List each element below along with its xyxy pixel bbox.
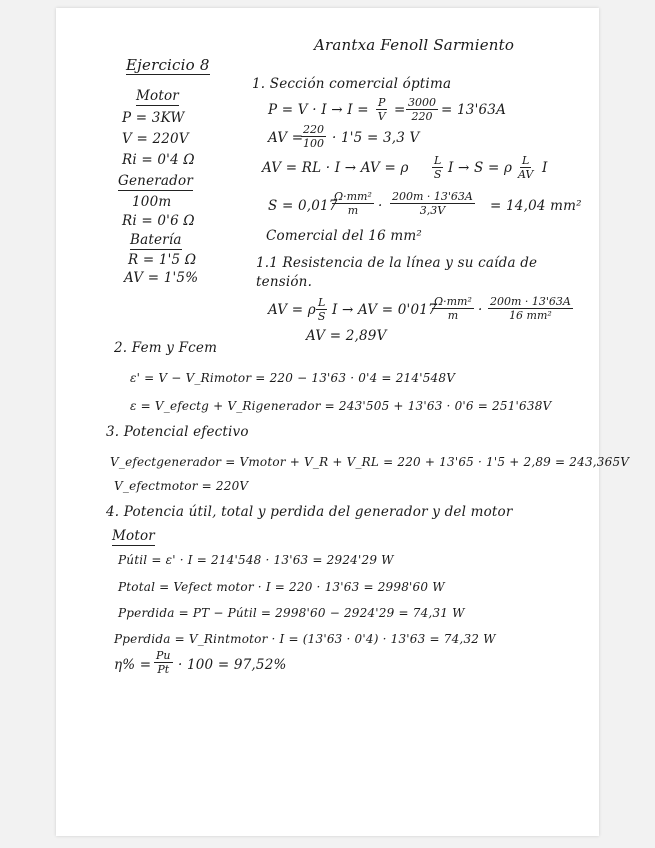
fraction-numerator: 200m · 13'63A [490,295,571,308]
fraction-numerator: Pu [156,649,171,662]
s4-efficiency-left: η% = [114,657,152,673]
s1-line2-right: · 1'5 = 3,3 V [332,130,420,146]
s1-line1-result: = 13'63A [441,102,507,118]
s1-line4-left: S = 0,017 [268,198,338,214]
generator-length: 100m [132,194,172,210]
s11-fraction-ohm-mm2-over-m [432,296,474,321]
s1-line3-mid: I → S = ρ [448,160,513,176]
fraction-numerator: Ω·mm² [334,190,372,203]
s4-total-power: Ptotal = Vefect motor · I = 220 · 13'63 = 2998'60 W [118,580,445,594]
fraction-numerator: L [522,154,530,167]
fraction-numerator: L [318,296,326,309]
s3-generator-voltage: V_efectgenerador = Vmotor + V_R + V_RL = 220 + 13'65 · 1'5 + 2,89 = 243,365V [110,455,630,469]
fraction-denominator: V [377,110,386,123]
s11-fraction-l-over-s [316,297,327,322]
s1-line2-left: AV = [268,130,304,146]
s4-useful-power: Pútil = ε' · I = 214'548 · 13'63 = 2924'29 W [118,553,394,567]
fraction-denominator: 100 [303,137,324,150]
s11-result: AV = 2,89V [306,328,387,344]
section-3-title: 3. Potencial efectivo [106,424,249,440]
s1-line3-end: I [542,160,548,176]
s1-fraction-l-over-s [432,155,443,180]
s2-counter-emf: ε' = V − V_Rimotor = 220 − 13'63 · 0'4 = 214'548V [130,371,456,385]
s1-line4-dot: · [378,198,383,214]
s4-motor-heading: Motor [112,528,155,544]
s4-lost-power-check: Pperdida = V_Rintmotor · I = (13'63 · 0'4) · 13'63 = 74,32 W [114,632,496,646]
motor-resistance: Ri = 0'4 Ω [122,152,195,168]
motor-voltage: V = 220V [122,131,189,147]
section-4-title: 4. Potencia útil, total y perdida del generador y del motor [106,504,513,520]
s4-fraction-pu-over-pt [154,650,173,675]
exercise-title: Ejercicio 8 [126,56,210,74]
s1-fraction-ohm-mm2-over-m [332,191,374,216]
fraction-numerator: L [434,154,442,167]
fraction-numerator: Ω·mm² [434,295,472,308]
fraction-denominator: AV [518,168,534,181]
section-1-title: 1. Sección comercial óptima [252,76,452,92]
s4-efficiency-right: · 100 = 97,52% [178,657,287,673]
section-1-1-title: 1.1 Resistencia de la línea y su caída de [256,255,538,271]
section-1-1-title-cont: tensión. [256,274,313,290]
notebook-page [56,8,630,836]
s1-line4-result: = 14,04 mm² [490,198,582,214]
s1-line3: AV = RL · I → AV = ρ [262,160,409,176]
s1-line1-equals: = [394,102,406,118]
fraction-denominator: S [433,168,442,181]
fraction-denominator: m [447,309,459,322]
s2-emf: ε = V_efectg + V_Rigenerador = 243'505 + 13'63 · 0'6 = 251'638V [130,399,552,413]
fraction-denominator: 220 [411,110,433,123]
s1-fraction-3000-over-220 [406,97,438,122]
fraction-denominator: Pt [157,663,170,676]
s1-commercial-section: Comercial del 16 mm² [266,228,422,244]
motor-power: P = 3KW [122,110,185,126]
s11-line1-left: AV = ρ [268,302,316,318]
generator-heading: Generador [118,173,193,189]
motor-heading: Motor [136,88,179,104]
fraction-denominator: m [347,204,359,217]
s1-fraction-length-current-over-drop [390,191,475,216]
battery-voltage-drop: AV = 1'5% [124,270,199,286]
s11-line1-dot: · [478,302,483,318]
fraction-denominator: 3,3V [419,204,446,217]
fraction-numerator: 220 [303,123,324,136]
s1-fraction-l-over-av [518,155,533,180]
s4-lost-power: Pperdida = PT − Pútil = 2998'60 − 2924'29 = 74,31 W [118,606,465,620]
battery-resistance: R = 1'5 Ω [128,252,197,268]
s1-fraction-220-over-100 [301,124,326,149]
fraction-denominator: 16 mm² [509,309,552,322]
s3-motor-voltage: V_efectmotor = 220V [114,479,249,493]
fraction-numerator: 3000 [408,96,436,109]
battery-heading: Batería [130,232,182,248]
generator-resistance: Ri = 0'6 Ω [122,213,195,229]
section-2-title: 2. Fem y Fcem [114,340,218,356]
s1-line1-left: P = V · I → I = [268,102,369,118]
fraction-numerator: P [378,96,386,109]
fraction-numerator: 200m · 13'63A [392,190,473,203]
fraction-denominator: S [317,310,326,323]
s1-fraction-p-over-v [376,97,387,122]
s11-line1-mid: I → AV = 0'017 [332,302,437,318]
author-name: Arantxa Fenoll Sarmiento [314,36,515,54]
s11-fraction-length-current-over-section [488,296,573,321]
